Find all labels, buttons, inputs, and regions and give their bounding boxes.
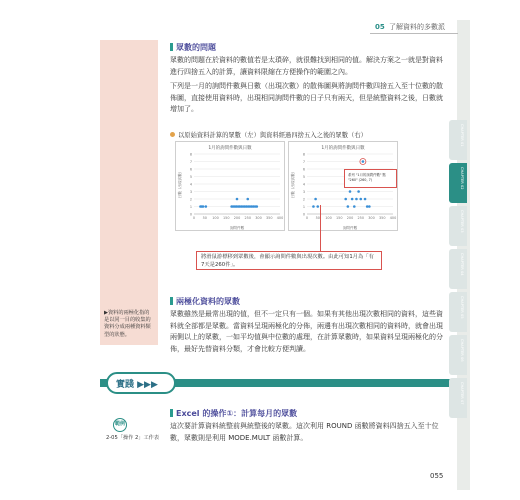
x-tick-label: 100 xyxy=(212,216,219,220)
x-tick-label: 250 xyxy=(357,216,364,220)
chapter-title: 了解資料的多數派 xyxy=(388,23,445,31)
data-point xyxy=(236,198,239,201)
section2-paragraph: 眾數雖然是最常出現的值，但不一定只有一個。如果有其他出現次數相同的資料，這些資料就全部都是眾數。當資料呈現兩極化的分佈，兩邊有出現次數相同的資料時，就會出現兩側以上的眾數，一如平均值與中位數的處理，在計算眾數時，如果資料呈現兩極化的分佈，最好先替資料分類，才會比較方便判讀。 xyxy=(170,310,443,353)
data-point xyxy=(368,205,371,208)
y-tick-label: 6 xyxy=(302,167,305,172)
x-axis-label: 詢問件數 xyxy=(342,226,358,230)
section-marker-icon xyxy=(170,297,173,305)
data-point xyxy=(312,205,315,208)
chapter-tab-2[interactable]: CHAPTER 02 xyxy=(449,163,467,203)
y-tick-label: 0 xyxy=(302,212,305,217)
y-tick-label: 7 xyxy=(189,159,192,164)
section-title-mode-problem: 眾數的問題 xyxy=(170,42,216,53)
x-tick-label: 200 xyxy=(346,216,354,220)
x-tick-label: 300 xyxy=(368,216,375,220)
y-axis-label: 日數（出現次數） xyxy=(178,169,182,199)
section3-paragraph: 這次要計算資料統整前與統整後的眾數。這次利用 ROUND 函數將資料四捨五入至十位數，眾數則是利用 MODE.MULT 函數計算。 xyxy=(170,422,439,442)
example-sheet-ref: 2-05「操作 2」工作表 xyxy=(106,435,160,441)
data-point xyxy=(255,205,258,208)
left-chart-svg xyxy=(176,142,286,232)
data-point xyxy=(349,190,352,193)
data-point xyxy=(205,205,208,208)
x-tick-label: 150 xyxy=(223,216,230,220)
y-tick-label: 4 xyxy=(189,182,192,187)
section-title-excel-op1: Excel 的操作①：計算每月的眾數 xyxy=(170,408,297,419)
x-tick-label: 200 xyxy=(233,216,241,220)
data-point xyxy=(314,198,317,201)
left-margin-band xyxy=(100,40,158,345)
page-number: 055 xyxy=(430,472,444,480)
y-tick-label: 8 xyxy=(189,152,192,157)
y-tick-label: 1 xyxy=(302,204,305,209)
right-chart-title: 1月的詢問件數與日數 xyxy=(321,146,365,151)
section1-paragraph-1: 眾數的問題在於資料的數值若是太瑣碎，就很難找到相同的值。解決方案之一就是對資料進行四捨五入的計算，讓資料限縮在方便操作的範圍之內。 xyxy=(170,56,443,76)
section-title-bipolar: 兩極化資料的眾數 xyxy=(170,296,240,307)
x-tick-label: 0 xyxy=(305,216,309,220)
data-point xyxy=(351,198,354,201)
section-marker-icon xyxy=(170,43,173,51)
data-point xyxy=(357,190,360,193)
y-tick-label: 4 xyxy=(302,182,305,187)
chapter-tab-5[interactable]: CHAPTER 05 xyxy=(449,292,467,332)
practice-badge: 實踐 ▶▶▶ xyxy=(106,372,176,394)
x-tick-label: 350 xyxy=(266,216,273,220)
y-tick-label: 3 xyxy=(189,189,192,194)
y-tick-label: 0 xyxy=(189,212,192,217)
x-tick-label: 0 xyxy=(192,216,196,220)
x-tick-label: 50 xyxy=(315,216,320,220)
y-axis-label: 日數（出現次數） xyxy=(291,169,295,199)
y-tick-label: 2 xyxy=(302,197,305,202)
y-tick-label: 2 xyxy=(189,197,192,202)
data-point xyxy=(362,160,365,163)
left-scatter-chart xyxy=(175,141,285,231)
data-point xyxy=(364,198,367,201)
left-chart-title: 1月的詢問件數與日數 xyxy=(208,146,252,151)
chapter-tab-1[interactable]: CHAPTER 01 xyxy=(449,120,467,160)
y-tick-label: 5 xyxy=(189,174,192,179)
data-point xyxy=(344,198,347,201)
data-point xyxy=(355,198,358,201)
page-header xyxy=(375,22,445,32)
data-point xyxy=(316,205,319,208)
data-point xyxy=(359,198,362,201)
side-note: ▶資料的兩極化指的是以同一目的收集的資料分成兩種資料類型的狀態。 xyxy=(104,310,151,338)
caption-bullet-icon xyxy=(170,132,175,137)
chapter-tab-3[interactable]: CHAPTER 03 xyxy=(449,206,467,246)
x-tick-label: 250 xyxy=(244,216,251,220)
x-tick-label: 50 xyxy=(202,216,207,220)
y-tick-label: 8 xyxy=(302,152,305,157)
data-point xyxy=(246,198,249,201)
y-tick-label: 7 xyxy=(302,159,305,164)
x-axis-label: 詢問件數 xyxy=(229,226,245,230)
x-tick-label: 100 xyxy=(325,216,332,220)
callout-connector xyxy=(320,205,321,251)
x-tick-label: 400 xyxy=(389,216,397,220)
data-point xyxy=(347,205,350,208)
chapter-tab-6[interactable]: CHAPTER 06 xyxy=(449,335,467,375)
data-point xyxy=(353,205,356,208)
figure-caption: 以原始資料計算的眾數（左）與資料經過四捨五入之後的眾數（右） xyxy=(170,130,367,139)
section1-paragraph-2: 下列是一月的詢問件數與日數（出現次數）的散佈圖與將詢問件數四捨五入至十位數的散佈圖，直接使用資料時，出現相同詢問件數的日子只有兩天，但是統整資料之後，日數就增加了。 xyxy=(170,82,443,114)
section-marker-icon xyxy=(170,409,173,417)
chapter-tab-7[interactable]: CHAPTER 07 xyxy=(449,378,467,418)
y-tick-label: 5 xyxy=(302,174,305,179)
chapter-number: 05 xyxy=(375,23,385,31)
figure-callout: 將滑鼠游標移到眾數後，會顯示詢問件數與出現次數。由此可知1月為「有7天是260件」。 xyxy=(196,251,382,270)
y-tick-label: 6 xyxy=(189,167,192,172)
y-tick-label: 1 xyxy=(189,204,192,209)
example-icon: 範例 xyxy=(113,418,127,432)
x-tick-label: 400 xyxy=(276,216,284,220)
x-tick-label: 300 xyxy=(255,216,262,220)
x-tick-label: 350 xyxy=(379,216,386,220)
chapter-tab-4[interactable]: CHAPTER 04 xyxy=(449,249,467,289)
y-tick-label: 3 xyxy=(302,189,305,194)
data-point xyxy=(202,205,205,208)
x-tick-label: 150 xyxy=(336,216,343,220)
header-divider xyxy=(370,33,458,34)
data-point-tooltip: 系列 "1月的詢問件數" 點 "260" (260, 7) xyxy=(344,169,397,188)
